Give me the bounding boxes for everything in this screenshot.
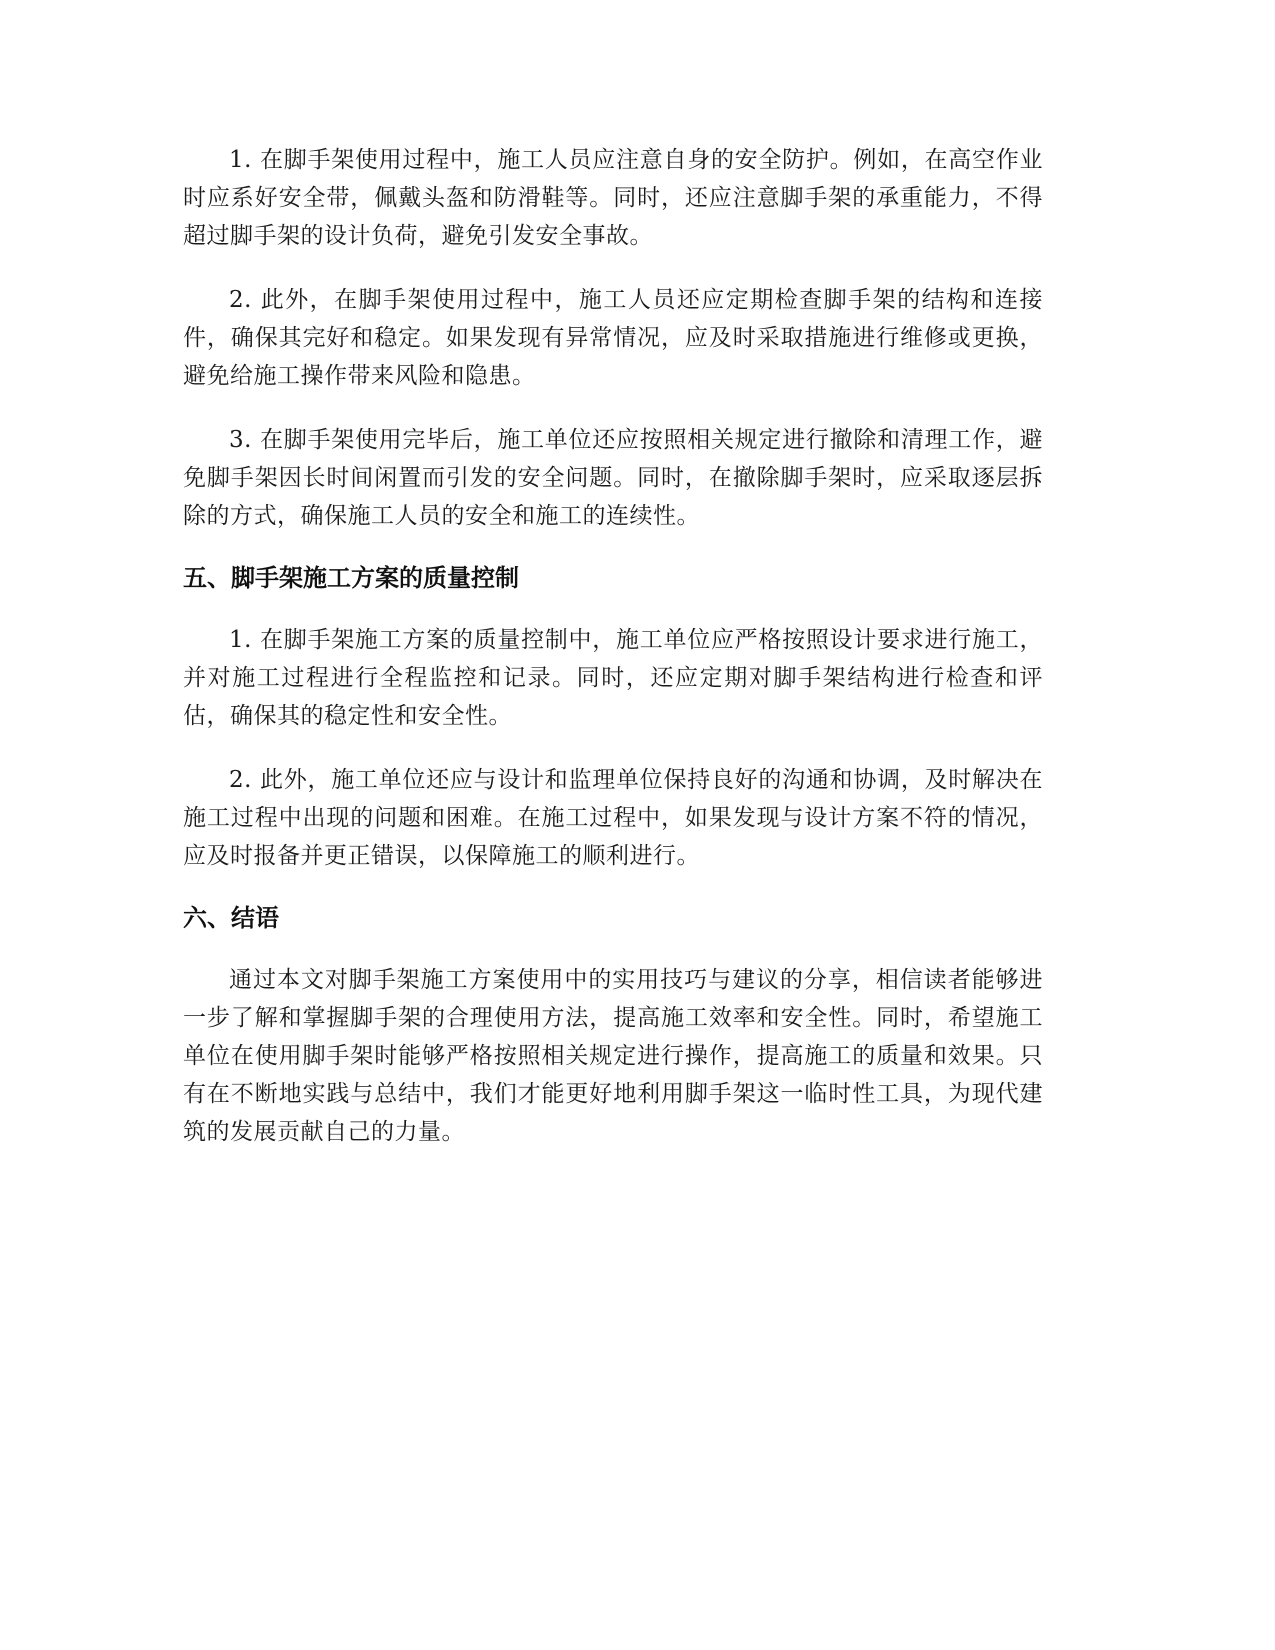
safety-paragraph-2: 2. 此外，在脚手架使用过程中，施工人员还应定期检查脚手架的结构和连接件，确保其完好和稳定。如果发现有异常情况，应及时采取措施进行维修或更换，避免给施工操作带来风险和隐患。 [183,287,1043,389]
section-heading-conclusion: 六、结语 [183,904,279,932]
quality-paragraph-1: 1. 在脚手架施工方案的质量控制中，施工单位应严格按照设计要求进行施工，并对施工过程进行全程监控和记录。同时，还应定期对脚手架结构进行检查和评估，确保其的稳定性和安全性。 [183,627,1043,729]
safety-paragraph-3: 3. 在脚手架使用完毕后，施工单位还应按照相关规定进行撤除和清理工作，避免脚手架因长时间闲置而引发的安全问题。同时，在撤除脚手架时，应采取逐层拆除的方式，确保施工人员的安全和施工的连续性。 [183,427,1043,529]
section-heading-quality-control: 五、脚手架施工方案的质量控制 [183,564,519,592]
safety-paragraph-1: 1. 在脚手架使用过程中，施工人员应注意自身的安全防护。例如，在高空作业时应系好安全带，佩戴头盔和防滑鞋等。同时，还应注意脚手架的承重能力，不得超过脚手架的设计负荷，避免引发安全事故。 [183,147,1043,249]
conclusion-paragraph: 通过本文对脚手架施工方案使用中的实用技巧与建议的分享，相信读者能够进一步了解和掌握脚手架的合理使用方法，提高施工效率和安全性。同时，希望施工单位在使用脚手架时能够严格按照相关规定进行操作，提高施工的质量和效果。只有在不断地实践与总结中，我们才能更好地利用脚手架这一临时性工具，为现代建筑的发展贡献自己的力量。 [183,967,1043,1145]
document-page [183,141,1043,1177]
quality-paragraph-2: 2. 此外，施工单位还应与设计和监理单位保持良好的沟通和协调，及时解决在施工过程中出现的问题和困难。在施工过程中，如果发现与设计方案不符的情况，应及时报备并更正错误，以保障施工的顺利进行。 [183,767,1043,869]
